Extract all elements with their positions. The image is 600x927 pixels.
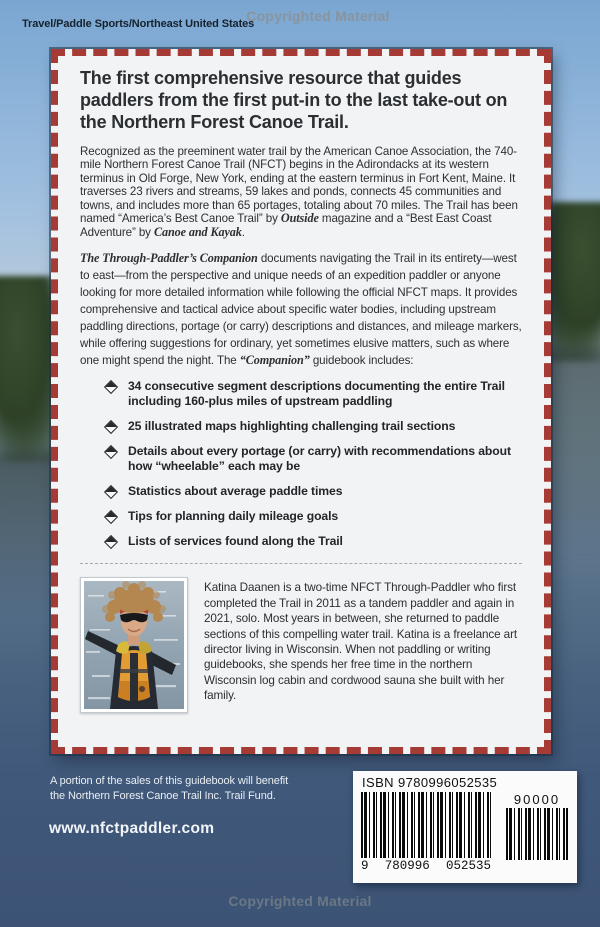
list-item [106,509,522,524]
barcode-digit-group: 052535 [445,859,491,873]
list-item [106,444,522,474]
diamond-bullet-icon [104,380,118,394]
diamond-bullet-icon [104,445,118,459]
bullet-text: 34 consecutive segment descriptions documenting the entire Trail including 160-plus miles of upstream paddling [128,379,505,409]
copyrighted-material-watermark-bottom: Copyrighted Material [228,893,372,909]
bullet-text: Tips for planning daily mileage goals [128,509,339,524]
list-item [106,419,522,434]
barcode-digit-group: 780996 [384,859,430,873]
isbn-barcode-block [353,771,577,883]
diamond-bullet-icon [104,535,118,549]
list-item [106,484,522,499]
description-paragraph-2: The Through-Paddler’s Companion documents navigating the Trail in its entirety—west to east—from the perspective and unique needs of an expedition paddler or anyone looking for more detailed information while following the official NFCT maps. It provides comprehensive and tactical advice about specific water bodies, including upstream paddling directions, portage (or carry) descriptions and distances, and mileage markers, while offering suggestions for ordinary, yet sometimes elusive matters, such as where one might spend the night. The “Companion” guidebook includes: [80,251,522,368]
author-section-divider [80,563,522,564]
publisher-website-url: www.nfctpaddler.com [49,820,215,837]
list-item [106,379,522,409]
benefit-note [50,774,288,803]
feature-bullet-list [80,379,522,549]
barcode-digit-group: 9 [361,859,369,873]
headline: The first comprehensive resource that guides paddlers from the first put-in to the last take-out on the Northern Forest Canoe Trail. [80,68,508,132]
barcode-digits [361,858,493,873]
copyrighted-material-watermark-top: Copyrighted Material [246,8,390,24]
list-item [106,534,522,549]
back-cover-text-panel [51,49,551,754]
bullet-text: 25 illustrated maps highlighting challenging trail sections [128,419,456,434]
author-bio-text: Katina Daanen is a two-time NFCT Through-Paddler who first completed the Trail in 2011 as a tandem paddler and again in 2021, solo. Most years in between, she returned to paddle sections of this compelling water trail. Katina is a freelance art director living in Wisconsin. When not paddling or writing guidebooks, she spends her free time in the northern Wisconsin log cabin and cordwood sauna she built with her family. [204,581,518,703]
description-paragraph-1: Recognized as the preeminent water trail by the American Canoe Association, the 740-mile Northern Forest Canoe Trail (NFCT) begins in the Adirondacks at its western terminus in Old Forge, New York, ending at the eastern terminus in Fort Kent, Maine. It traverses 23 rivers and streams, 59 lakes and ponds, connects 45 communities and towns, and includes more than 65 portages, totaling about 70 miles. The Trail has been named “America’s Best Canoe Trail” by Outside magazine and a “Best East Coast Adventure” by Canoe and Kayak. [80,144,518,239]
barcode-price-code: 90000 [513,792,561,807]
bullet-text: Statistics about average paddle times [128,484,343,499]
diamond-bullet-icon [104,485,118,499]
isbn-number-label: ISBN 9780996052535 [362,775,498,790]
barcode-supplement-bars [506,808,568,860]
diamond-bullet-icon [104,510,118,524]
diamond-bullet-icon [104,420,118,434]
book-category-label: Travel/Paddle Sports/Northeast United States [22,18,255,30]
benefit-line-2: the Northern Forest Canoe Trail Inc. Trail Fund. [50,789,276,802]
barcode-main-bars [361,792,493,858]
bullet-text: Details about every portage (or carry) with recommendations about how “wheelable” each may be [128,444,511,474]
benefit-line-1: A portion of the sales of this guidebook will benefit [50,775,289,787]
author-photo [80,577,188,713]
bullet-text: Lists of services found along the Trail [128,534,343,549]
author-section [80,577,522,713]
